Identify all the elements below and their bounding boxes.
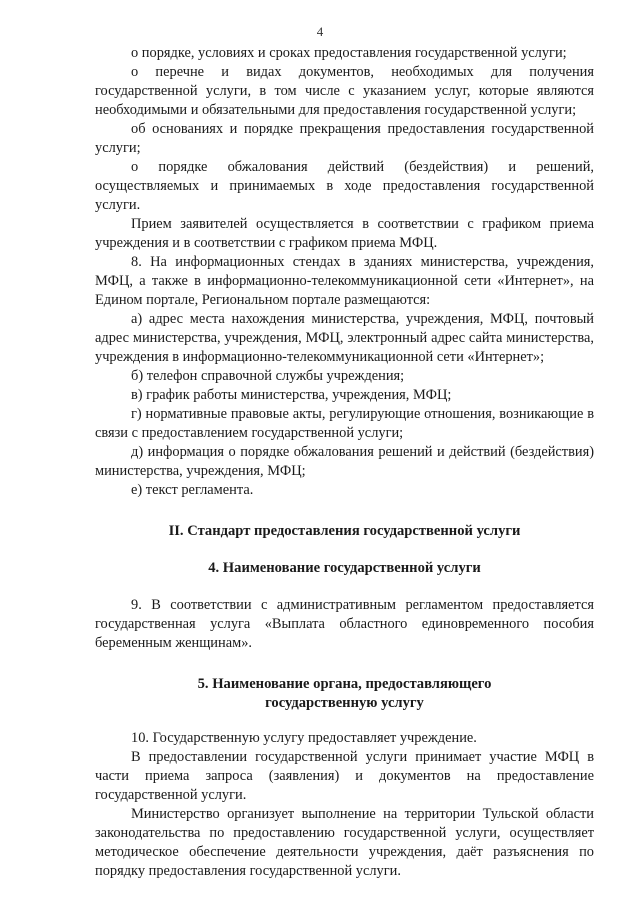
- paragraph-procedure-conditions: о порядке, условиях и сроках предоставления государственной услуги;: [131, 45, 567, 61]
- list-item-d-appeal-info: д) информация о порядке обжалования решений и действий (бездействия) министерства, учреждения, МФЦ;: [95, 444, 594, 479]
- list-item-b-phone: б) телефон справочной службы учреждения;: [131, 368, 405, 384]
- paragraph-document-list: о перечне и видах документов, необходимых для получения государственной услуги, в том числе с указанием услуг, которые являются необходимыми и обязательными для предоставления государственной услуги;: [95, 64, 594, 118]
- paragraph-mfc-participation: В предоставлении государственной услуги принимает участие МФЦ в части приема запроса (заявления) и документов на предоставление государственной услуги.: [95, 749, 594, 803]
- paragraph-10-provider: 10. Государственную услугу предоставляет учреждение.: [131, 730, 477, 746]
- list-item-v-schedule: в) график работы министерства, учреждения, МФЦ;: [131, 387, 452, 403]
- page-content: [95, 44, 594, 881]
- section-heading-standard: II. Стандарт предоставления государственной услуги: [168, 523, 521, 539]
- paragraph-termination-grounds: об основаниях и порядке прекращения предоставления государственной услуги;: [95, 121, 594, 156]
- list-item-a-addresses: а) адрес места нахождения министерства, учреждения, МФЦ, почтовый адрес министерства, учреждения, МФЦ, электронный адрес сайта министерства, учреждения в информационно-телекоммуникационной сети «Интернет»;: [95, 311, 594, 365]
- paragraph-ministry-role: Министерство организует выполнение на территории Тульской области законодательства по предоставлению государственной услуги, осуществляет методическое обеспечение деятельности учреждения, даёт разъяснения по порядку предоставления государственной услуги.: [95, 806, 594, 879]
- page-number: 4: [316, 24, 324, 39]
- paragraph-reception-schedule: Прием заявителей осуществляется в соответствии с графиком приема учреждения и в соответствии с графиком приема МФЦ.: [95, 216, 594, 251]
- heading-5-line-2: государственную услугу: [265, 695, 424, 711]
- heading-5-line-1: 5. Наименование органа, предоставляющего: [197, 676, 492, 692]
- paragraph-appeal-procedure: о порядке обжалования действий (бездействия) и решений, осуществляемых и принимаемых в ходе предоставления государственной услуги.: [95, 159, 594, 213]
- paragraph-9-service: 9. В соответствии с административным регламентом предоставляется государственная услуга «Выплата областного единовременного пособия беременным женщинам».: [95, 597, 594, 651]
- paragraph-8-info-stands: 8. На информационных стендах в зданиях министерства, учреждения, МФЦ, а также в информационно-телекоммуникационной сети «Интернет», на Едином портале, Региональном портале размещаются:: [95, 254, 594, 308]
- list-item-g-legal-acts: г) нормативные правовые акты, регулирующие отношения, возникающие в связи с предоставлением государственной услуги;: [95, 406, 594, 441]
- heading-4-service-name: 4. Наименование государственной услуги: [208, 560, 481, 576]
- list-item-e-regulation-text: е) текст регламента.: [131, 482, 254, 498]
